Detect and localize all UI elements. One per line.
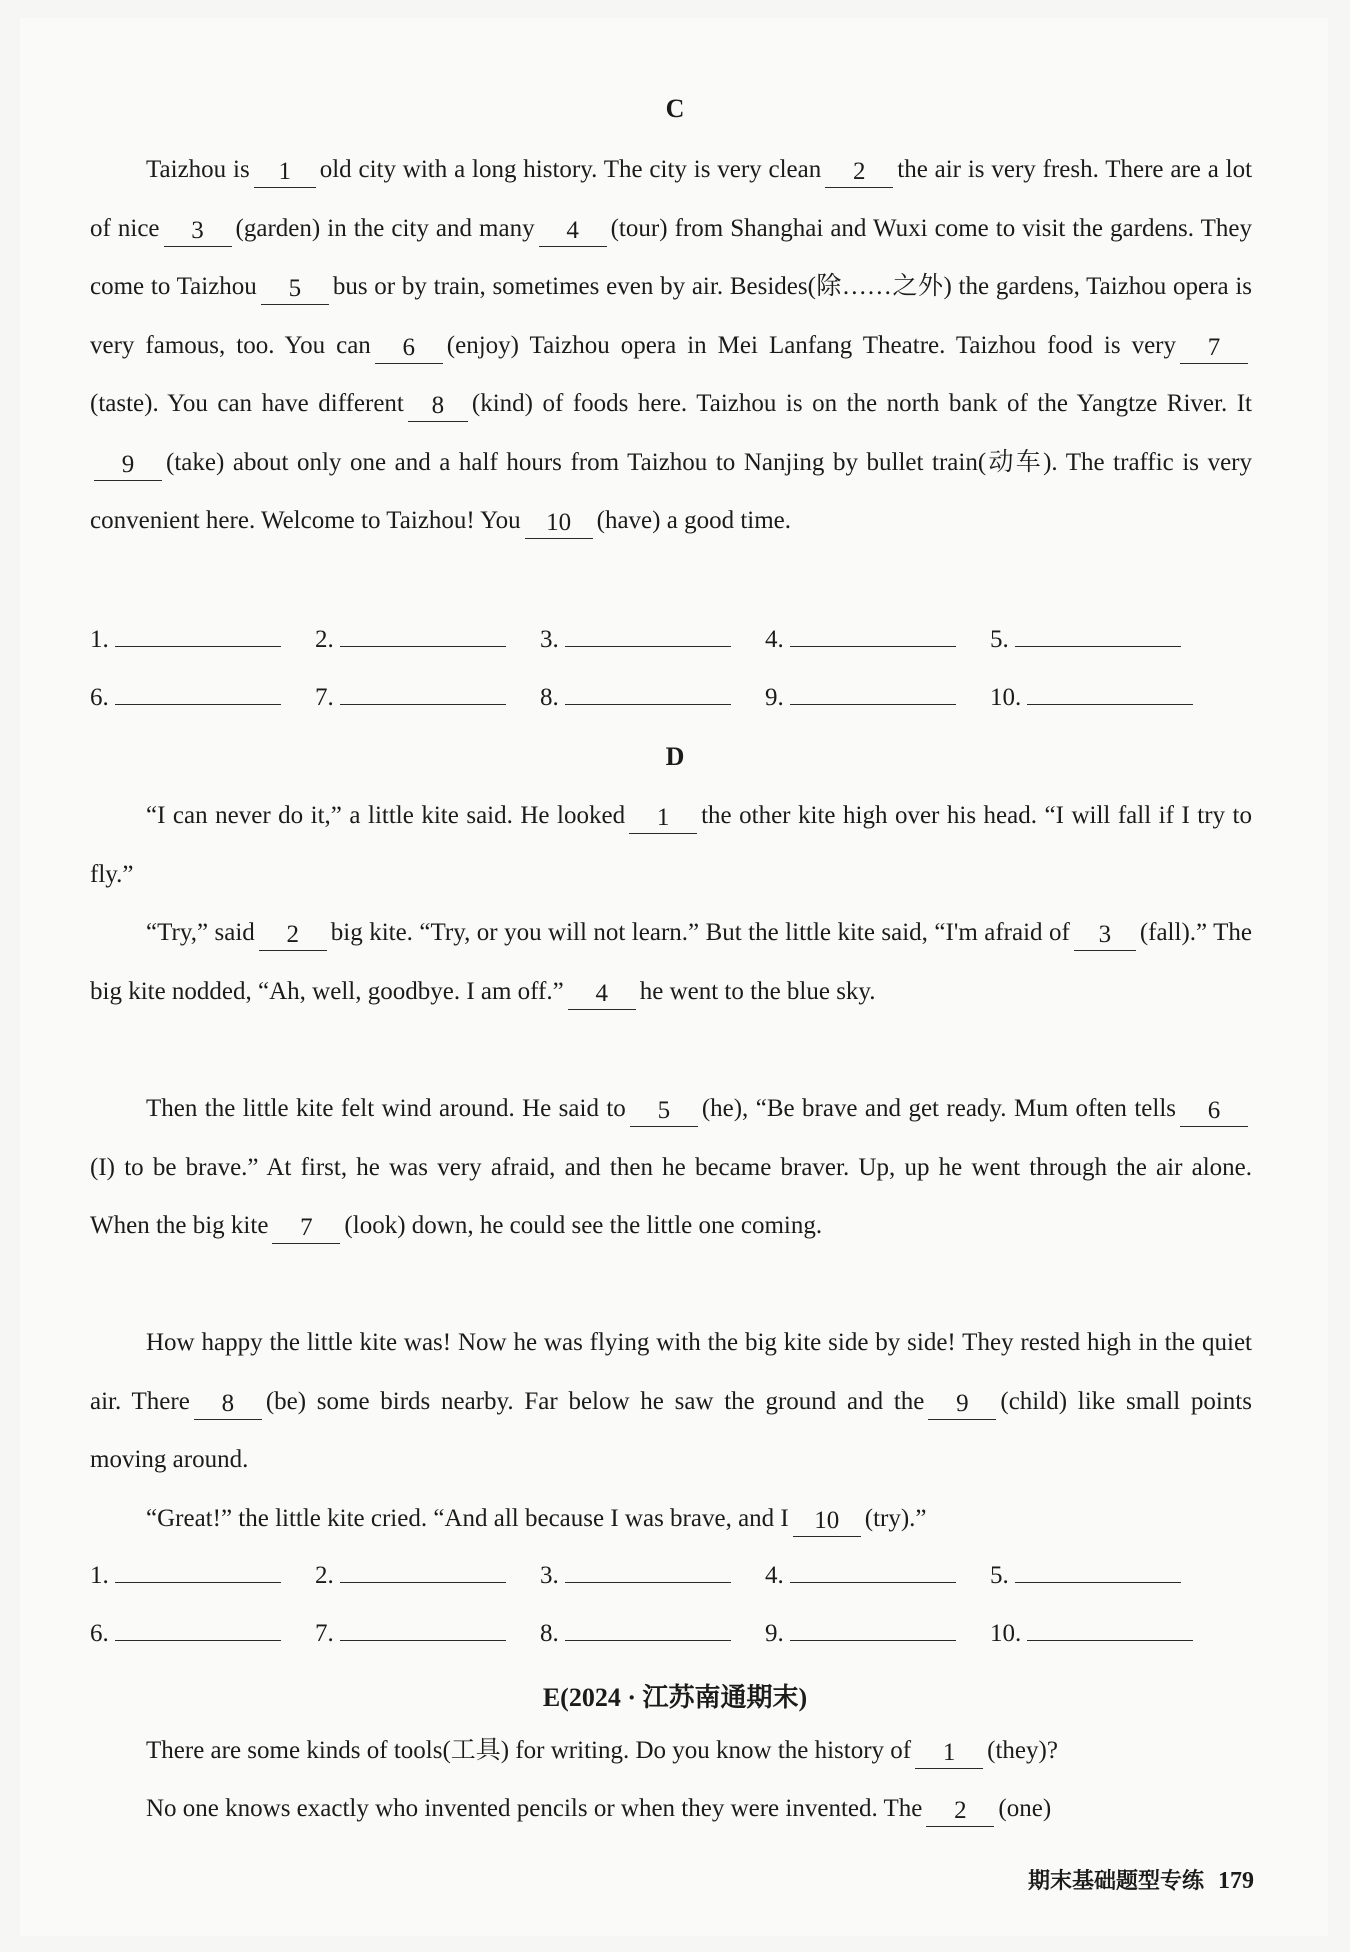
section-e-heading: E(2024 · 江苏南通期末): [542, 1683, 808, 1712]
answer-d-8[interactable]: 8.: [540, 1618, 731, 1648]
blank-c-6[interactable]: 6: [375, 335, 443, 364]
section-d-paragraph-5: “Great!” the little kite cried. “And all because I was brave, and I 10 (try).”: [90, 1490, 1252, 1549]
answer-d-2[interactable]: 2.: [315, 1560, 506, 1590]
blank-d-2[interactable]: 2: [259, 922, 327, 951]
section-c-passage: Taizhou is 1 old city with a long history. The city is very clean 2 the air is very fresh. There are a lot of nice 3 (garden) in the city and many 4 (tour) from Shanghai and Wuxi come to visit the gardens. They come to Taizhou 5 bus or by train, sometimes even by air. Besides(除……之外) the gardens, Taizhou opera is very famous, too. You can 6 (enjoy) Taizhou opera in Mei Lanfang Theatre. Taizhou food is very 7(taste). You can have different 8 (kind) of foods here. Taizhou is on the north bank of the Yangtze River. It9 (take) about only one and a half hours from Taizhou to Nanjing by bullet train(动车). The traffic is very convenient here. Welcome to Taizhou! You 10 (have) a good time.: [90, 141, 1252, 551]
blank-d-6[interactable]: 6: [1180, 1098, 1248, 1127]
blank-d-1[interactable]: 1: [629, 805, 697, 834]
answer-c-5[interactable]: 5.: [990, 624, 1181, 654]
answer-d-10[interactable]: 10.: [990, 1618, 1193, 1648]
answer-c-10[interactable]: 10.: [990, 682, 1193, 712]
section-d-heading: D: [665, 742, 685, 771]
blank-d-7[interactable]: 7: [272, 1215, 340, 1244]
answer-c-3[interactable]: 3.: [540, 624, 731, 654]
section-c-answer-row-1: [90, 624, 1270, 658]
blank-c-1[interactable]: 1: [254, 159, 316, 188]
answer-c-1[interactable]: 1.: [90, 624, 281, 654]
section-c-heading: C: [665, 94, 685, 123]
answer-d-9[interactable]: 9.: [765, 1618, 956, 1648]
blank-c-3[interactable]: 3: [164, 218, 232, 247]
blank-d-3[interactable]: 3: [1074, 922, 1136, 951]
blank-c-5[interactable]: 5: [261, 276, 329, 305]
blank-c-8[interactable]: 8: [408, 393, 468, 422]
blank-c-10[interactable]: 10: [525, 510, 593, 539]
section-d-answer-row-2: [90, 1618, 1270, 1652]
blank-c-9[interactable]: 9: [94, 452, 162, 481]
page-number: 179: [1218, 1868, 1254, 1894]
section-e-line-2: No one knows exactly who invented pencils or when they were invented. The 2 (one): [90, 1780, 1252, 1839]
blank-c-7[interactable]: 7: [1180, 335, 1248, 364]
blank-c-2[interactable]: 2: [825, 159, 893, 188]
section-c-answer-row-2: [90, 682, 1270, 716]
answer-d-6[interactable]: 6.: [90, 1618, 281, 1648]
section-e-line-1: There are some kinds of tools(工具) for writing. Do you know the history of 1 (they)?: [90, 1722, 1252, 1781]
answer-d-4[interactable]: 4.: [765, 1560, 956, 1590]
footer-title: 期末基础题型专练: [1027, 1869, 1204, 1894]
blank-d-5[interactable]: 5: [630, 1098, 698, 1127]
answer-c-8[interactable]: 8.: [540, 682, 731, 712]
blank-d-10[interactable]: 10: [793, 1508, 861, 1537]
blank-d-4[interactable]: 4: [568, 981, 636, 1010]
section-d-paragraph-3: Then the little kite felt wind around. He said to 5 (he), “Be brave and get ready. Mum often tells 6(I) to be brave.” At first, he was very afraid, and then he became braver. Up, up he went through the air alone. When the big kite 7 (look) down, he could see the little one coming.: [90, 1080, 1252, 1256]
section-d-paragraph-2: “Try,” said 2 big kite. “Try, or you will not learn.” But the little kite said, “I'm afraid of 3 (fall).” The big kite nodded, “Ah, well, goodbye. I am off.” 4 he went to the blue sky.: [90, 904, 1252, 1021]
answer-c-2[interactable]: 2.: [315, 624, 506, 654]
answer-d-1[interactable]: 1.: [90, 1560, 281, 1590]
answer-d-7[interactable]: 7.: [315, 1618, 506, 1648]
page-footer: [1028, 1864, 1254, 1895]
section-d-answer-row-1: [90, 1560, 1270, 1594]
answer-d-3[interactable]: 3.: [540, 1560, 731, 1590]
answer-c-7[interactable]: 7.: [315, 682, 506, 712]
blank-d-9[interactable]: 9: [928, 1391, 996, 1420]
answer-c-9[interactable]: 9.: [765, 682, 956, 712]
section-d-paragraph-4: How happy the little kite was! Now he was flying with the big kite side by side! They rested high in the quiet air. There 8 (be) some birds nearby. Far below he saw the ground and the 9 (child) like small points moving around.: [90, 1329, 1252, 1473]
answer-c-6[interactable]: 6.: [90, 682, 281, 712]
blank-d-8[interactable]: 8: [194, 1391, 262, 1420]
section-d-paragraph-1: “I can never do it,” a little kite said. He looked 1 the other kite high over his head. “I will fall if I try to fly.”: [90, 802, 1252, 888]
blank-e-2[interactable]: 2: [926, 1798, 994, 1827]
blank-c-4[interactable]: 4: [539, 218, 607, 247]
answer-d-5[interactable]: 5.: [990, 1560, 1181, 1590]
blank-e-1[interactable]: 1: [915, 1740, 983, 1769]
answer-c-4[interactable]: 4.: [765, 624, 956, 654]
